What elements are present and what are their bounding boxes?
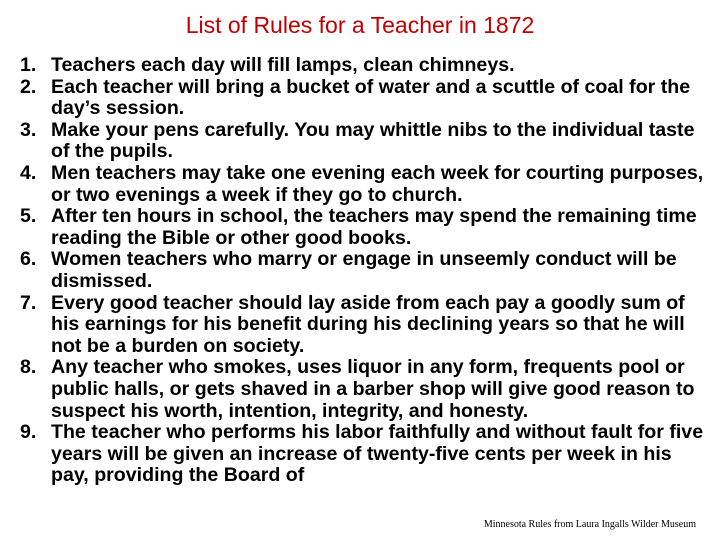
rule-text: Any teacher who smokes, uses liquor in any form, frequents pool or public halls, or gets shaved in a barber shop will give good reason to suspect his worth, intention, integrity, and honesty.	[51, 356, 695, 422]
rule-text: Men teachers may take one evening each week for courting purposes, or two evenings a week if they go to church.	[51, 161, 704, 206]
rule-number: 8.	[20, 356, 37, 379]
list-item	[20, 120, 714, 163]
image-caption: Minnesota Rules from Laura Ingalls Wilder Museum	[483, 519, 696, 530]
rule-number: 7.	[20, 291, 37, 314]
rule-text: Make your pens carefully. You may whittle nibs to the individual taste of the pupils.	[51, 118, 695, 163]
list-item	[20, 206, 714, 249]
rule-text: Women teachers who marry or engage in unseemly conduct will be dismissed.	[51, 248, 677, 292]
rule-text: Every good teacher should lay aside from each pay a goodly sum of his earnings for his benefit during his declining years so that he will not be a burden on society.	[51, 291, 685, 357]
rule-number: 5.	[20, 205, 37, 228]
rule-number: 3.	[20, 118, 37, 141]
list-item	[20, 249, 714, 292]
rule-number: 6.	[20, 248, 37, 271]
rule-number: 9.	[20, 421, 37, 444]
page-title: List of Rules for a Teacher in 1872	[185, 12, 535, 38]
list-item	[20, 357, 714, 422]
rule-text: After ten hours in school, the teachers may spend the remaining time reading the Bible or other good books.	[51, 205, 697, 249]
rule-text: Teachers each day will fill lamps, clean chimneys.	[51, 54, 515, 76]
rule-text: Each teacher will bring a bucket of water and a scuttle of coal for the day’s session.	[51, 75, 691, 120]
rule-number: 2.	[20, 75, 37, 98]
rule-number: 4.	[20, 161, 37, 184]
list-item	[20, 55, 714, 77]
rule-number: 1.	[20, 54, 37, 76]
rules-list	[20, 55, 714, 487]
rule-text: The teacher who performs his labor faithfully and without fault for five years will be given an increase of twenty-five cents per week in his pay, providing the Board of	[51, 421, 704, 487]
list-item	[20, 163, 714, 206]
list-item	[20, 77, 714, 120]
list-item	[20, 293, 714, 358]
list-item	[20, 422, 714, 487]
